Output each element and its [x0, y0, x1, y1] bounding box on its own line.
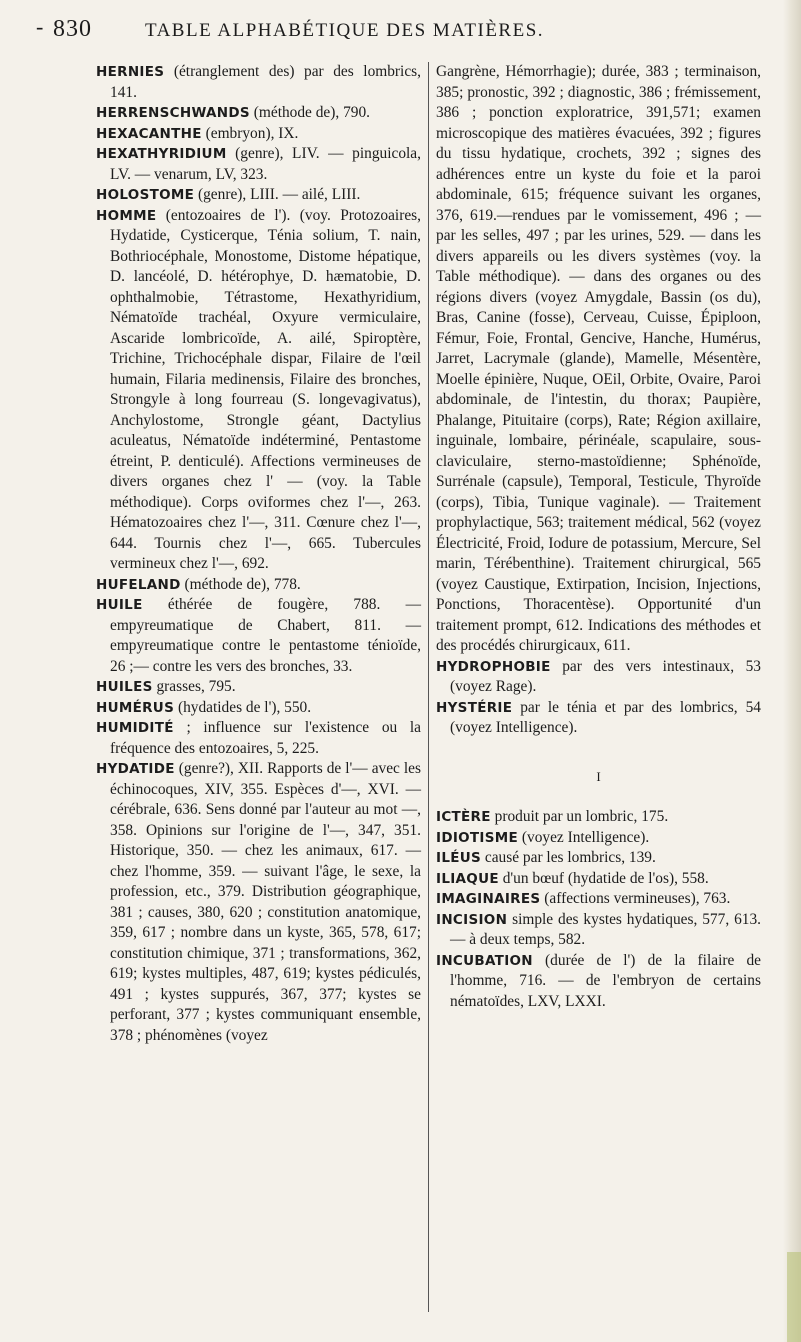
page-edge-shadow — [783, 0, 801, 1342]
entry-text: (méthode de), 778. — [180, 575, 301, 593]
entry-text: causé par les lombrics, 139. — [481, 849, 656, 866]
page-header — [0, 10, 801, 44]
entry-headword: HUMIDITÉ — [96, 720, 174, 736]
entry-headword: HERRENSCHWANDS — [96, 105, 250, 121]
entry-headword: HUFELAND — [96, 576, 181, 593]
running-title: TABLE ALPHABÉTIQUE DES MATIÈRES. — [145, 20, 545, 41]
entry-text: (étranglement des) par des lombrics, 141. — [110, 63, 421, 101]
entry-text: par des vers intestinaux, 53 (voyez Rage). — [450, 657, 761, 695]
page-edge-stain — [787, 1252, 801, 1342]
entry-text: (hydatides de l'), 550. — [174, 698, 312, 716]
index-entry — [96, 677, 421, 698]
index-entry — [436, 807, 761, 828]
index-entry — [96, 759, 421, 1046]
left-column — [96, 62, 421, 1046]
index-entry — [96, 718, 421, 759]
entry-text: (embryon), IX. — [201, 124, 299, 142]
entry-text: (genre?), XII. Rapports de l'— avec les échinocoques, XIV, 355. Espèces d'—, XVI. — cérébrale, 636. Sens donné par l'auteur au mot —, 358. Opinions sur l'origine de l'—, 347, 351. Historique, 350. — chez les animaux, 617. — chez l'homme, 359. — suivant l'âge, le sexe, la profession, etc., 379. Distribution géographique, 381 ; causes, 380, 620 ; constitution anatomique, 359, 617 ; nombre dans un kyste, 365, 578, 617; constitution chimique, 371 ; transformations, 362, 619; kystes multiples, 487, 619; kystes pédiculés, 491 ; kystes suppurés, 367, 377; kystes se perforant, 377 ; kystes communiquant ensemble, 378 ; phénomènes (voyez — [110, 760, 421, 1044]
index-entry — [436, 62, 761, 657]
entry-headword: HEXATHYRIDIUM — [96, 146, 227, 162]
entry-text: (genre), LIII. — ailé, LIII. — [194, 186, 361, 203]
margin-dash: - — [36, 14, 44, 39]
entry-headword: HYSTÉRIE — [436, 699, 513, 716]
entry-headword: ILÉUS — [436, 850, 482, 866]
index-entry — [96, 124, 421, 145]
entry-headword: ICTÈRE — [436, 809, 491, 825]
entry-headword: HYDROPHOBIE — [436, 658, 551, 675]
index-entry — [96, 575, 421, 596]
index-entry — [436, 828, 761, 849]
index-entry — [96, 698, 421, 719]
entry-text: ; influence sur l'existence ou la fréquence des entozoaires, 5, 225. — [110, 719, 421, 757]
entry-text: simple des kystes hydatiques, 577, 613. — à deux temps, 582. — [450, 910, 761, 948]
entry-headword: HUMÉRUS — [96, 699, 175, 716]
entry-text: éthérée de fougère, 788. — empyreumatique de Chabert, 811. — empyreumatique contre le pentastome ténioïde, 26 ;— contre les vers des bronches, 33. — [110, 596, 421, 675]
entry-headword: HEXACANTHE — [96, 125, 202, 142]
index-entry — [436, 910, 761, 951]
entry-text: (affections vermineuses), 763. — [540, 890, 731, 907]
index-entry — [96, 206, 421, 575]
entry-headword: HUILES — [96, 679, 153, 695]
entry-text: par le ténia et par des lombrics, 54 (voyez Intelligence). — [450, 698, 761, 736]
entry-text: Gangrène, Hémorrhagie); durée, 383 ; terminaison, 385; pronostic, 392 ; diagnostic, 386 ; frémissement, 386 ; ponction exploratrice, 391,571; examen microscopique des matières évacuées, 392 ; figures du tissu hydatique, crochets, 392 ; signes des adhérences entre un kyste du foie et la paroi abdominale, 615; fréquence suivant les organes, 376, 619.—rendues par le vomissement, 496 ; — par les selles, 497 ; par les urines, 529. — dans les divers appareils ou les divers systèmes (voy. la Table méthodique). — dans des organes ou des régions divers (voyez Amygdale, Bassin (os du), Bras, Canine (fosse), Cerveau, Cuisse, Épiploon, Fémur, Foie, Frontal, Gencive, Hanche, Humérus, Jarret, Lacrymale (glande), Mamelle, Mésentère, Moelle épinière, Nuque, OEil, Orbite, Ovaire, Paroi abdominale, de l'intestin, du thorax; Paupière, Phalange, Pituitaire (corps), Rate; Région axillaire, inguinale, lombaire, périnéale, scapulaire, sous-claviculaire, sterno-mastoïdienne; Sphénoïde, Surrénale (capsule), Temporal, Testicule, Thyroïde (corps), Tibia, Tunique vaginale). — Traitement prophylactique, 563; traitement médical, 562 (voyez Électricité, Froid, Iodure de potassium, Mercure, Sel marin, Térébenthine). Traitement chirurgical, 565 (voyez Caustique, Extirpation, Incision, Injections, Ponctions, Thoracentèse). Opportunité d'un traitement prompt, 612. Indications des méthodes et des procédés chirurgicaux, 611. — [436, 63, 761, 654]
column-divider — [428, 62, 429, 1312]
index-entry — [96, 185, 421, 206]
entry-headword: IDIOTISME — [436, 829, 519, 846]
right-column — [436, 62, 761, 1012]
entry-headword: HOLOSTOME — [96, 187, 195, 203]
index-entry — [96, 62, 421, 103]
entry-text: produit par un lombric, 175. — [490, 808, 669, 825]
entry-text: grasses, 795. — [152, 678, 236, 695]
entry-text: (durée de l') de la filaire de l'homme, 716. — de l'embryon de certains nématoïdes, LXV, LXXI. — [450, 951, 761, 1010]
entry-headword: IMAGINAIRES — [436, 891, 541, 907]
entry-text: (méthode de), 790. — [249, 104, 371, 121]
index-entry — [436, 848, 761, 869]
entry-headword: ILIAQUE — [436, 870, 499, 887]
index-entry — [436, 869, 761, 890]
entry-headword: INCUBATION — [436, 952, 533, 969]
entry-text: d'un bœuf (hydatide de l'os), 558. — [498, 869, 709, 887]
index-entry — [96, 144, 421, 185]
page-number: 830 — [53, 16, 92, 42]
entry-headword: INCISION — [436, 911, 508, 928]
entry-text: (genre), LIV. — pinguicola, LV. — venarum, LV, 323. — [110, 145, 421, 183]
index-entry — [436, 951, 761, 1013]
entry-headword: HUILE — [96, 597, 143, 613]
entry-headword: HYDATIDE — [96, 761, 175, 777]
entry-text: (voyez Intelligence). — [518, 828, 650, 846]
index-entry — [436, 657, 761, 698]
index-entry — [436, 698, 761, 739]
index-entry — [96, 595, 421, 677]
entry-headword: HERNIES — [96, 64, 165, 80]
section-letter: I — [596, 768, 601, 784]
entry-text: (entozoaires de l'). (voy. Protozoaires, Hydatide, Cysticerque, Ténia solium, T. nain, Bothriocéphale, Monostome, Distome hépatique, D. lancéolé, D. hétérophye, D. hæmatobie, D. ophthalmobie, Tétrastome, Hexathyridium, Nématoïde trachéal, Oxyure vermiculaire, Ascaride lombricoïde, A. ailé, Spiroptère, Trichine, Trichocéphale dispar, Filaire de l'œil humain, Filaria medinensis, Filaire des bronches, Strongyle à long fourreau (S. longevagivatus), Anchylostome, Strongle géant, Dactylius aculeatus, Nématoïde indéterminé, Pentastome étreint, P. denticulé). Affections vermineuses de divers organes chez l' — (voy. la Table méthodique). Corps oviformes chez l'—, 263. Hématozoaires chez l'—, 311. Cœnure chez l'—, 644. Tournis chez l'—, 665. Tubercules vermineux chez l'—, 692. — [110, 206, 421, 572]
entry-headword: HOMME — [96, 207, 157, 224]
index-entry — [436, 889, 761, 910]
index-entry — [96, 103, 421, 124]
